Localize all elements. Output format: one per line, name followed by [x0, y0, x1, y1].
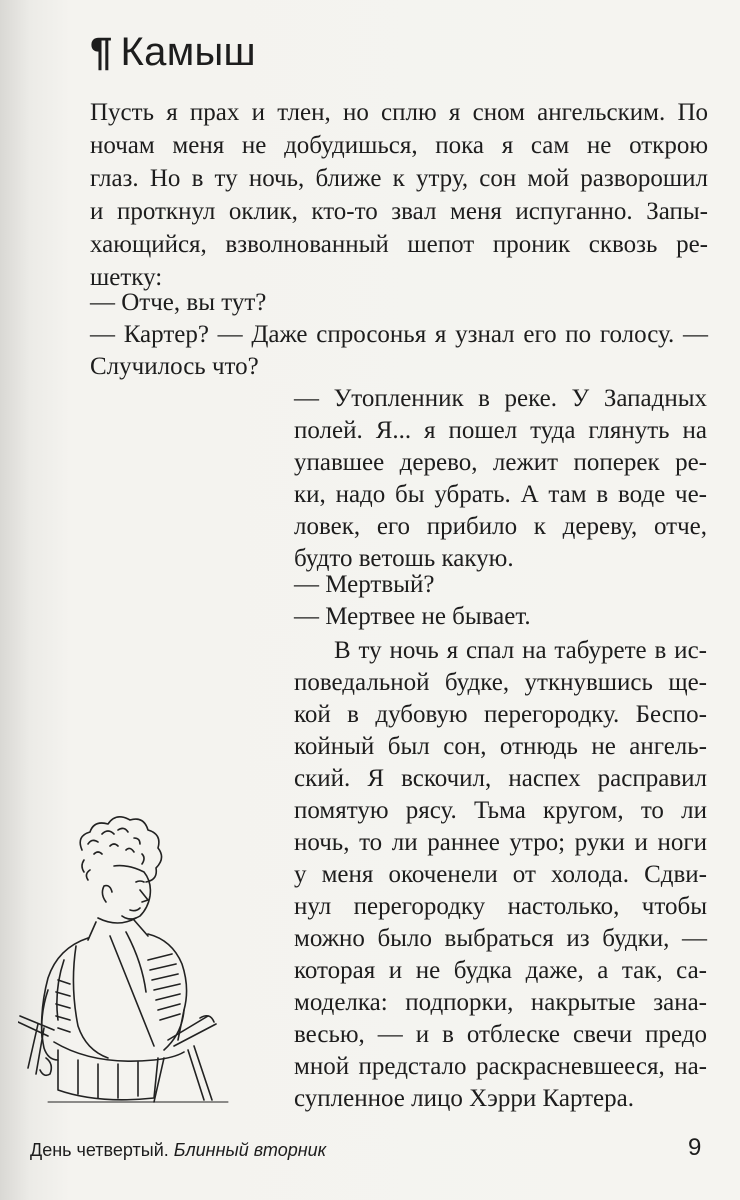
column-line: у меня окоченели от холода. Сдви- [294, 861, 707, 888]
column-line: ночь, то ли раннее утро; руки и ноги [294, 829, 707, 856]
footer-subtitle: Блинный вторник [173, 1140, 327, 1160]
column-line: нул перегородку настолько, чтобы [294, 893, 707, 920]
running-footer [30, 1138, 326, 1162]
text-line: глаз. Но в ту ночь, ближе к утру, сон мой разворошил [90, 165, 708, 192]
column-line: ловек, его прибило к дереву, отче, [294, 513, 707, 540]
text-line: и проткнул оклик, кто-то звал меня испуганно. Запы- [90, 198, 708, 225]
pilcrow-mark: ¶ [90, 30, 113, 74]
dialogue-line: — Картер? — Даже спросонья я узнал его по голосу. — [90, 321, 708, 348]
chapter-heading [90, 28, 256, 76]
column-line: упавшее дерево, лежит поперек ре- [294, 449, 707, 476]
column-line: ки, надо бы убрать. А там в воде че- [294, 481, 707, 508]
dialogue-line: Случилось что? [90, 353, 259, 380]
column-line: будто ветошь какую. [294, 545, 514, 572]
column-line: которая и не будка даже, а так, са- [294, 957, 707, 984]
dialogue-line: — Отче, вы тут? [90, 289, 267, 316]
column-line: В ту ночь я спал на табурете в ис- [334, 637, 707, 664]
column-line: — Мертвее не бывает. [294, 603, 531, 630]
text-line: шетку: [90, 264, 163, 291]
column-line: можно было выбраться из будки, — [294, 925, 707, 952]
column-line: помятую рясу. Тьма кругом, то ли [294, 797, 707, 824]
text-line: Пусть я прах и тлен, но сплю я сном ангельским. По [90, 99, 708, 126]
column-line: моделка: подпорки, накрытые зана- [294, 989, 707, 1016]
page-number: 9 [688, 1134, 702, 1161]
column-line: койный был сон, отнюдь не ангель- [294, 733, 707, 760]
column-line: ский. Я вскочил, наспех расправил [294, 765, 707, 792]
column-line: кой в дубовую перегородку. Беспо- [294, 701, 707, 728]
chapter-title: Камыш [120, 30, 256, 74]
text-line: хающийся, взволнованный шепот проник сквозь ре- [90, 231, 708, 258]
man-illustration [18, 810, 248, 1110]
column-line: — Мертвый? [294, 571, 435, 598]
column-line: поведальной будке, уткнувшись ще- [294, 669, 707, 696]
text-line: ночам меня не добудишься, пока я сам не открою [90, 132, 708, 159]
column-line: мной предстало раскрасневшееся, на- [294, 1053, 707, 1080]
footer-chapter: День четвертый. [30, 1140, 169, 1160]
column-line: — Утопленник в реке. У Западных [294, 385, 707, 412]
column-line: полей. Я... я пошел туда глянуть на [294, 417, 707, 444]
column-line: весью, — и в отблеске свечи предо [294, 1021, 707, 1048]
column-line: супленное лицо Хэрри Картера. [294, 1085, 635, 1112]
